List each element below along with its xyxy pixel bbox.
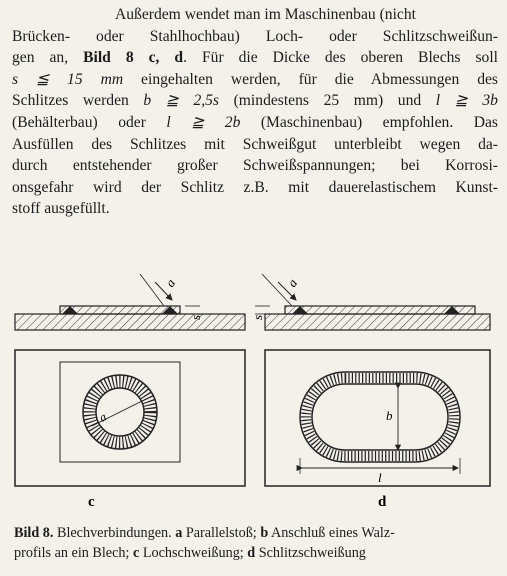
text-line: gen an, Bild 8 c, d. Für die Dicke des oberen Blechs soll <box>12 49 498 67</box>
math-expression: s ≦ 15 mm <box>12 70 124 88</box>
section-view-c <box>15 274 245 330</box>
text-line: Schlitzes werden b ≧ 2,5s (mindestens 25 mm) und l ≧ 3b <box>12 92 498 110</box>
dimension-label: s <box>250 314 265 320</box>
text-line: (Behälterbau) oder l ≧ 2b (Maschinenbau) empfohlen. Das <box>12 113 498 131</box>
math-expression: l ≧ 3b <box>435 92 498 110</box>
plan-view-c <box>15 350 245 486</box>
caption-line: profils an ein Blech; c Lochschweißung; d Schlitzschweißung <box>14 545 366 561</box>
text-line: onsgefahr wird der Schlitz z.B. mit dauerelastischem Kunst- <box>12 178 498 196</box>
caption-title: Bild 8. <box>14 525 54 541</box>
bottom-plate <box>15 314 245 330</box>
figure-caption <box>14 523 500 563</box>
slot-weld-inner <box>312 384 448 450</box>
figure-reference: Bild 8 c, d <box>83 49 184 67</box>
text-line: Brücken- oder Stahlhochbau) Loch- oder Schlitzschweißun- <box>12 27 498 45</box>
technical-drawing <box>0 262 507 518</box>
math-expression: b ≧ 2,5s <box>143 92 220 110</box>
text-line: durch entstehender großer Schweißspannungen; bei Korrosi- <box>12 157 498 175</box>
plan-outline <box>15 350 245 486</box>
text-line: stoff ausgefüllt. <box>12 200 110 218</box>
text-line: s ≦ 15 mm eingehalten werden, für die Abmessungen des <box>12 70 498 88</box>
figure-label-c: c <box>88 494 95 510</box>
figure-label-d: d <box>378 494 387 510</box>
dimension-label: a <box>96 409 109 425</box>
dimension-label: a <box>162 275 179 290</box>
math-expression: l ≧ 2b <box>166 113 241 131</box>
dimension-label: s <box>188 314 203 320</box>
bottom-plate <box>265 314 490 330</box>
caption-line: Bild 8. Blechverbindungen. a Parallelstoß; b Anschluß eines Walz- <box>14 525 395 541</box>
text-line: Ausfüllen des Schlitzes mit Schweißgut unterbleibt wegen da- <box>12 135 498 153</box>
dimension-line <box>140 274 164 306</box>
weld-hatch-ring <box>306 378 454 456</box>
plan-view-d <box>265 350 490 486</box>
text-line: Außerdem wendet man im Maschinenbau (nicht <box>115 6 416 23</box>
plan-outline <box>265 350 490 486</box>
body-paragraph <box>12 4 498 220</box>
top-plate <box>60 306 180 314</box>
section-view-d <box>250 274 490 330</box>
dimension-label: a <box>284 275 301 290</box>
dimension-label: l <box>378 470 382 485</box>
dimension-label: b <box>386 408 393 423</box>
